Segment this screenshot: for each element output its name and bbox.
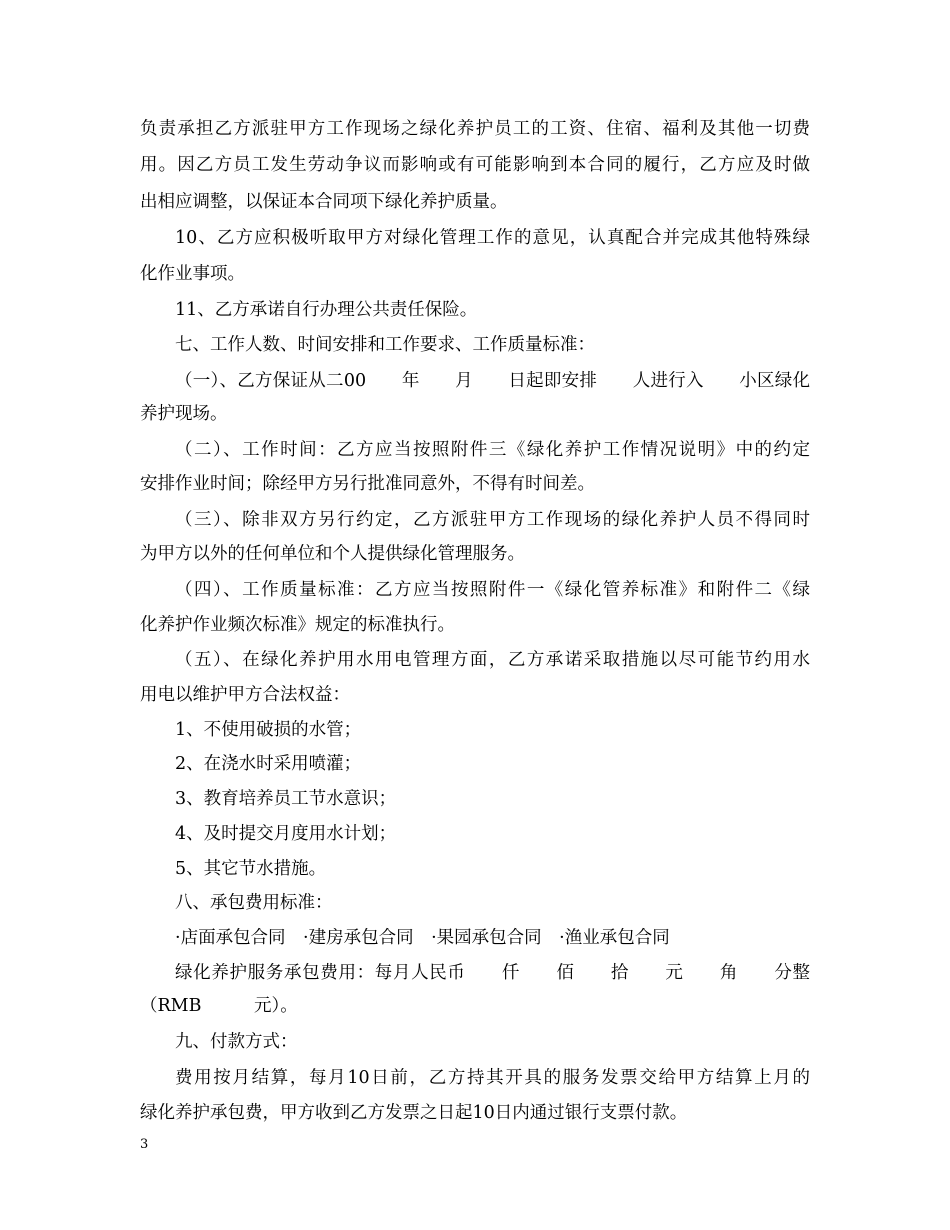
paragraph-line: 11、乙方承诺自行办理公共责任保险。	[175, 300, 478, 320]
page-number: 3	[140, 1137, 149, 1152]
paragraph-line: 出相应调整，以保证本合同项下绿化养护质量。	[140, 192, 508, 212]
paragraph-line: （RMB 元）。	[140, 996, 298, 1016]
paragraph-line: 化养护作业频次标准》规定的标准执行。	[140, 615, 455, 635]
paragraph-line: 费用按月结算，每月10日前，乙方持其开具的服务发票交给甲方结算上月的	[175, 1068, 810, 1088]
paragraph-line: 养护现场。	[140, 404, 228, 424]
paragraph-line: 用。因乙方员工发生劳动争议而影响或有可能影响到本合同的履行，乙方应及时做	[140, 155, 810, 175]
list-item: 3、教育培养员工节水意识；	[175, 789, 397, 809]
section-heading: 八、承包费用标准：	[175, 893, 333, 913]
list-item: 5、其它节水措施。	[175, 859, 327, 879]
paragraph-line: 10、乙方应积极听取甲方对绿化管理工作的意见，认真配合并完成其他特殊绿	[175, 228, 810, 248]
list-item: 4、及时提交月度用水计划；	[175, 824, 397, 844]
paragraph-line: 绿化养护服务承包费用：每月人民币 仟 佰 拾 元 角 分整	[175, 963, 810, 983]
paragraph-line: （四）、工作质量标准：乙方应当按照附件一《绿化管养标准》和附件二《绿	[175, 580, 810, 600]
paragraph-line: 安排作业时间；除经甲方另行批准同意外，不得有时间差。	[140, 474, 595, 494]
list-item: 2、在浇水时采用喷灌；	[175, 754, 362, 774]
paragraph-line: 负责承担乙方派驻甲方工作现场之绿化养护员工的工资、住宿、福利及其他一切费	[140, 119, 810, 139]
section-heading: 七、工作人数、时间安排和工作要求、工作质量标准：	[175, 335, 595, 355]
paragraph-line: （二）、工作时间：乙方应当按照附件三《绿化养护工作情况说明》中的约定	[175, 440, 810, 460]
section-heading: 九、付款方式：	[175, 1032, 298, 1052]
paragraph-line: （三）、除非双方另行约定，乙方派驻甲方工作现场的绿化养护人员不得同时	[175, 510, 810, 530]
paragraph-line: （五）、在绿化养护用水用电管理方面，乙方承诺采取措施以尽可能节约用水	[175, 650, 810, 670]
paragraph-line: 化作业事项。	[140, 264, 245, 284]
contract-links-line: ·店面承包合同 ·建房承包合同 ·果园承包合同 ·渔业承包合同	[175, 928, 670, 948]
paragraph-line: 为甲方以外的任何单位和个人提供绿化管理服务。	[140, 544, 525, 564]
list-item: 1、不使用破损的水管；	[175, 720, 362, 740]
paragraph-line: （一）、乙方保证从二00 年 月 日起即安排 人进行入 小区绿化	[175, 371, 810, 391]
paragraph-line: 绿化养护承包费，甲方收到乙方发票之日起10日内通过银行支票付款。	[140, 1103, 688, 1123]
paragraph-line: 用电以维护甲方合法权益：	[140, 685, 350, 705]
